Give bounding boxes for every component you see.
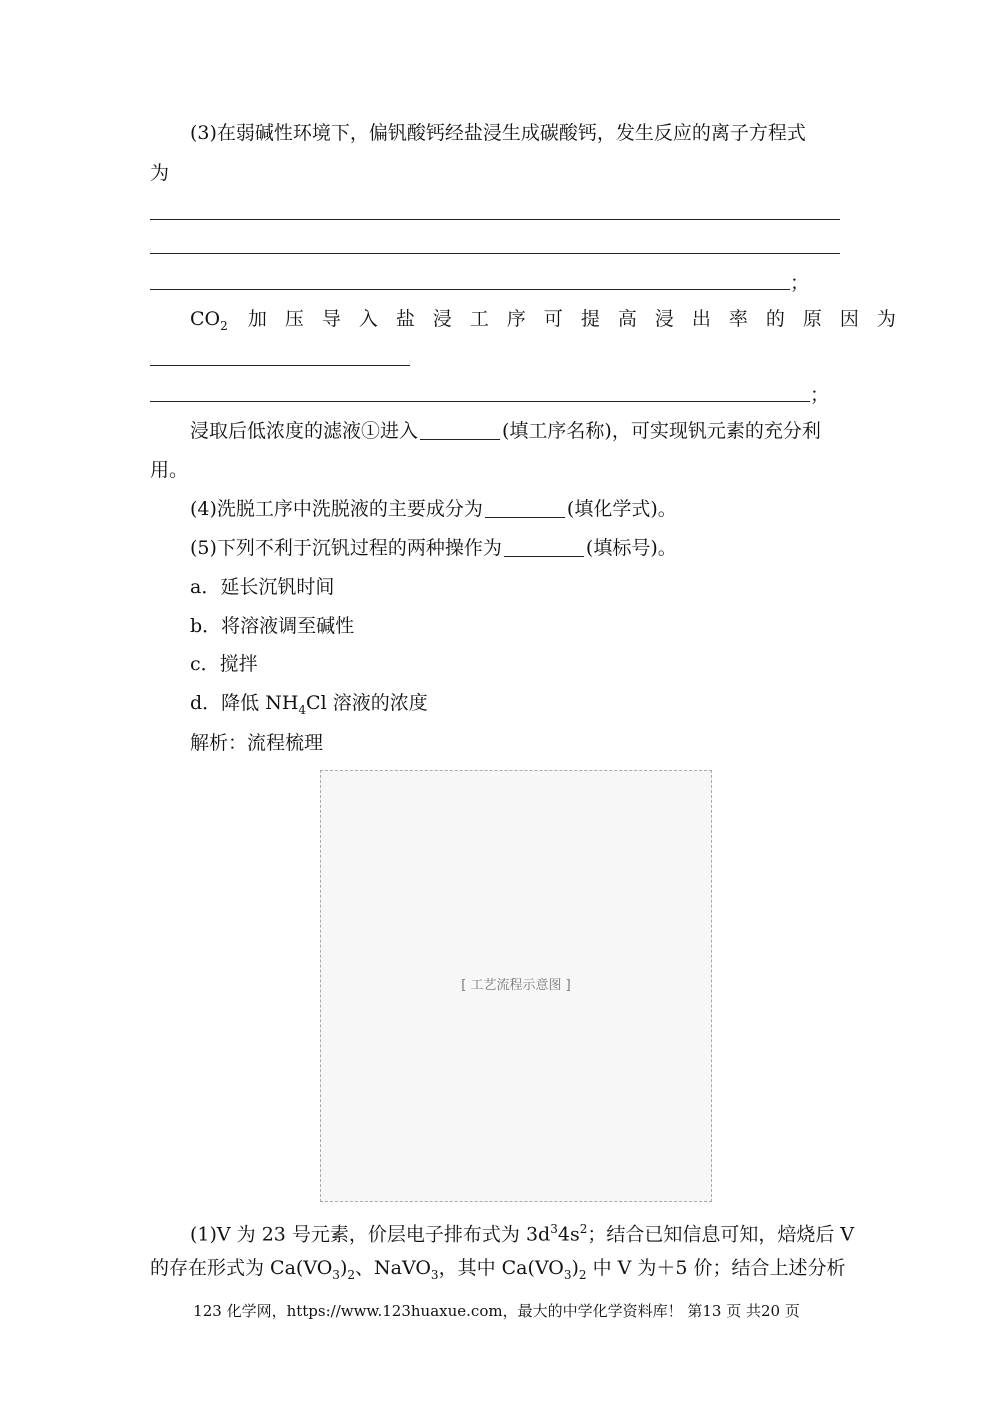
q3-line1: (3)在弱碱性环境下，偏钒酸钙经盐浸生成碳酸钙，发生反应的离子方程式 (190, 122, 806, 144)
answer-blank-line[interactable] (150, 253, 840, 254)
q5-line: (5)下列不利于沉钒过程的两种操作为 (填标号)。 (190, 537, 677, 559)
answer-blank-line[interactable] (150, 365, 410, 366)
semicolon: ； (790, 272, 810, 294)
answer-blank-inline[interactable] (420, 421, 500, 440)
process-flow-diagram (320, 770, 712, 1202)
explanation-line1: (1)V 为 23 号元素，价层电子排布式为 $3d^34s^2$；结合已知信息可知，焙烧后 V (190, 1222, 855, 1246)
analysis-label: 解析：流程梳理 (190, 732, 324, 754)
option-a: a．延长沉钒时间 (190, 576, 335, 598)
q4-line: (4)洗脱工序中洗脱液的主要成分为 (填化学式)。 (190, 498, 677, 520)
answer-blank-inline[interactable] (504, 538, 584, 557)
co2-reason-text: 加压导入盐浸工序可提高浸出率的原因为 (247, 308, 914, 330)
semicolon: ； (810, 384, 830, 406)
q3-line1-cont: 为 (150, 162, 170, 184)
answer-blank-line[interactable] (150, 401, 810, 402)
co2-formula: $CO_2$ (190, 308, 228, 333)
option-b: b．将溶液调至碱性 (190, 615, 355, 637)
option-d: d．降低 $NH_4Cl$ 溶液的浓度 (190, 692, 428, 717)
diagram-placeholder: [ 工艺流程示意图 ] (461, 978, 571, 993)
co2-reason-question (190, 306, 914, 339)
filtrate-question-cont: 用。 (150, 459, 189, 481)
explanation-line2: 的存在形式为 $Ca(VO_3)_2$、NaVO$_3$，其中 $Ca(VO_3)_2$ 中 V 为＋5 价；结合上述分析 (150, 1257, 846, 1282)
answer-blank-line[interactable] (150, 289, 790, 290)
answer-blank-line[interactable] (150, 219, 840, 220)
page-footer: 123 化学网，https://www.123huaxue.com，最大的中学化学资料库！ 第13 页 共20 页 (193, 1302, 800, 1320)
answer-blank-inline[interactable] (485, 499, 565, 518)
filtrate-question: 浸取后低浓度的滤液①进入 (填工序名称)，可实现钒元素的充分利 (190, 420, 821, 442)
option-c: c．搅拌 (190, 653, 258, 675)
